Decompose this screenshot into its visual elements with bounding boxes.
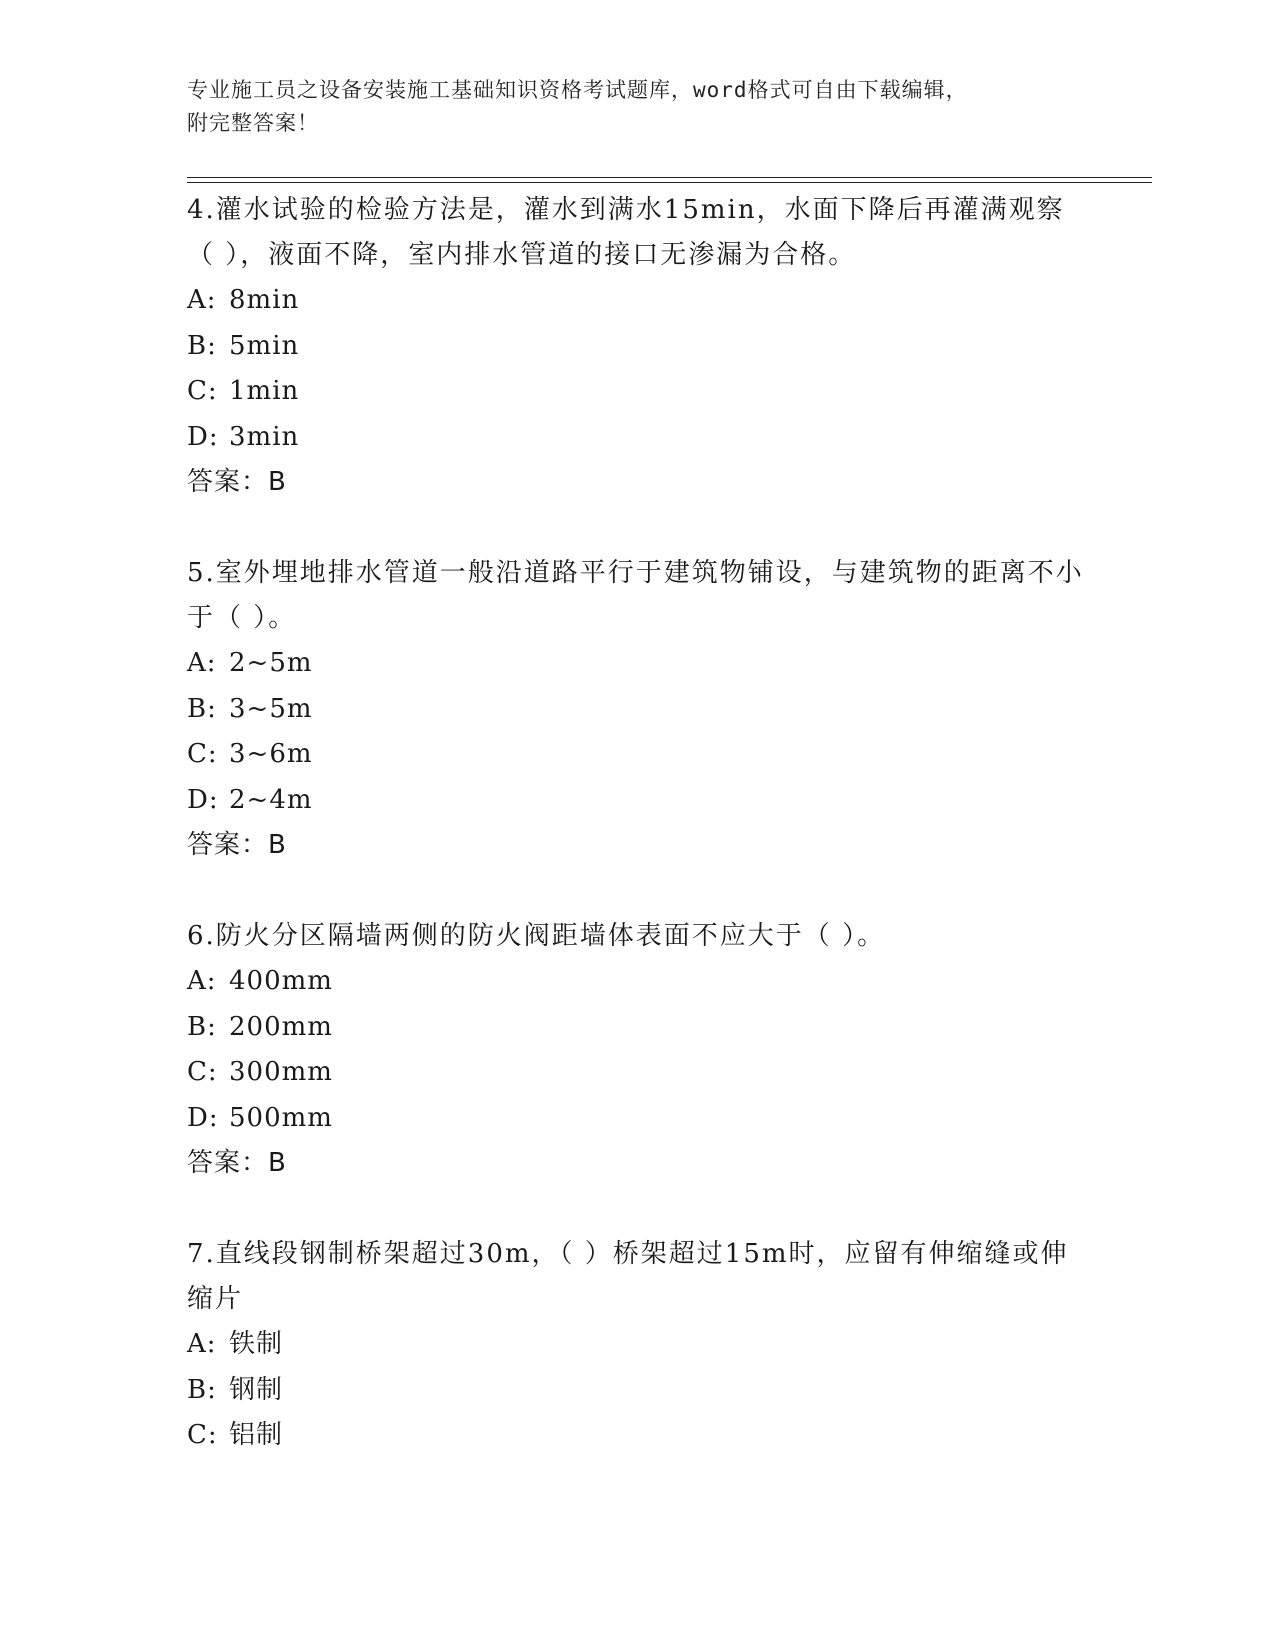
option-letter: A:: [187, 966, 217, 996]
option-letter: B:: [187, 330, 217, 361]
question-4: [187, 188, 1087, 504]
option-letter: D:: [187, 421, 219, 452]
option-b: [187, 1005, 1087, 1051]
option-text: 8min: [229, 285, 300, 315]
answer: 答案：B: [187, 830, 287, 860]
option-b: [187, 1368, 1087, 1414]
option-letter: B:: [187, 693, 217, 724]
option-text: 3~6m: [229, 739, 313, 769]
option-letter: A:: [187, 648, 217, 678]
option-a: [187, 1322, 1087, 1368]
option-letter: C:: [187, 1057, 218, 1087]
document-header: [187, 74, 1087, 140]
option-letter: D:: [187, 1102, 219, 1133]
option-letter: A:: [187, 285, 217, 315]
option-a: [187, 278, 1087, 324]
option-c: [187, 1050, 1087, 1096]
option-letter: A:: [187, 1329, 217, 1359]
option-letter: B:: [187, 1374, 217, 1405]
option-d: [187, 1096, 1087, 1142]
option-text: 400mm: [229, 966, 333, 996]
option-b: [187, 687, 1087, 733]
answer: 答案：B: [187, 1148, 287, 1178]
option-text: 3~5m: [229, 693, 313, 724]
option-text: 3min: [229, 421, 300, 452]
option-a: [187, 641, 1087, 687]
option-c: [187, 1413, 1087, 1459]
header-line-2: 附完整答案！: [187, 111, 319, 135]
option-text: 200mm: [229, 1011, 333, 1042]
question-6: [187, 914, 1087, 1185]
option-text: 5min: [229, 330, 300, 361]
question-text: 6.防火分区隔墙两侧的防火阀距墙体表面不应大于（ ）。: [187, 921, 886, 951]
header-divider-top: [187, 177, 1152, 178]
option-letter: C:: [187, 376, 218, 406]
header-divider-bottom: [187, 182, 1152, 183]
option-letter: B:: [187, 1011, 217, 1042]
question-text: 5.室外埋地排水管道一般沿道路平行于建筑物铺设，与建筑物的距离不小于（ ）。: [187, 558, 1084, 633]
option-text: 1min: [229, 376, 300, 406]
question-5: [187, 551, 1087, 867]
option-text: 铝制: [229, 1420, 284, 1450]
option-d: [187, 778, 1087, 824]
question-7: [187, 1232, 1087, 1459]
question-text: 4.灌水试验的检验方法是，灌水到满水15min，水面下降后再灌满观察（ ），液面不降，室内排水管道的接口无渗漏为合格。: [187, 195, 1065, 270]
header-line-1: 专业施工员之设备安装施工基础知识资格考试题库，word格式可自由下载编辑，: [187, 78, 968, 102]
option-text: 2~5m: [229, 648, 313, 678]
question-text: 7.直线段钢制桥架超过30m，（ ）桥架超过15m时，应留有伸缩缝或伸缩片: [187, 1239, 1069, 1314]
option-letter: C:: [187, 1420, 218, 1450]
option-text: 300mm: [229, 1057, 333, 1087]
option-text: 铁制: [229, 1329, 284, 1359]
option-d: [187, 415, 1087, 461]
option-text: 2~4m: [229, 784, 313, 815]
option-b: [187, 324, 1087, 370]
answer: 答案：B: [187, 467, 287, 497]
option-c: [187, 732, 1087, 778]
option-text: 钢制: [229, 1374, 284, 1405]
option-text: 500mm: [229, 1102, 333, 1133]
option-letter: C:: [187, 739, 218, 769]
option-letter: D:: [187, 784, 219, 815]
option-c: [187, 369, 1087, 415]
option-a: [187, 959, 1087, 1005]
